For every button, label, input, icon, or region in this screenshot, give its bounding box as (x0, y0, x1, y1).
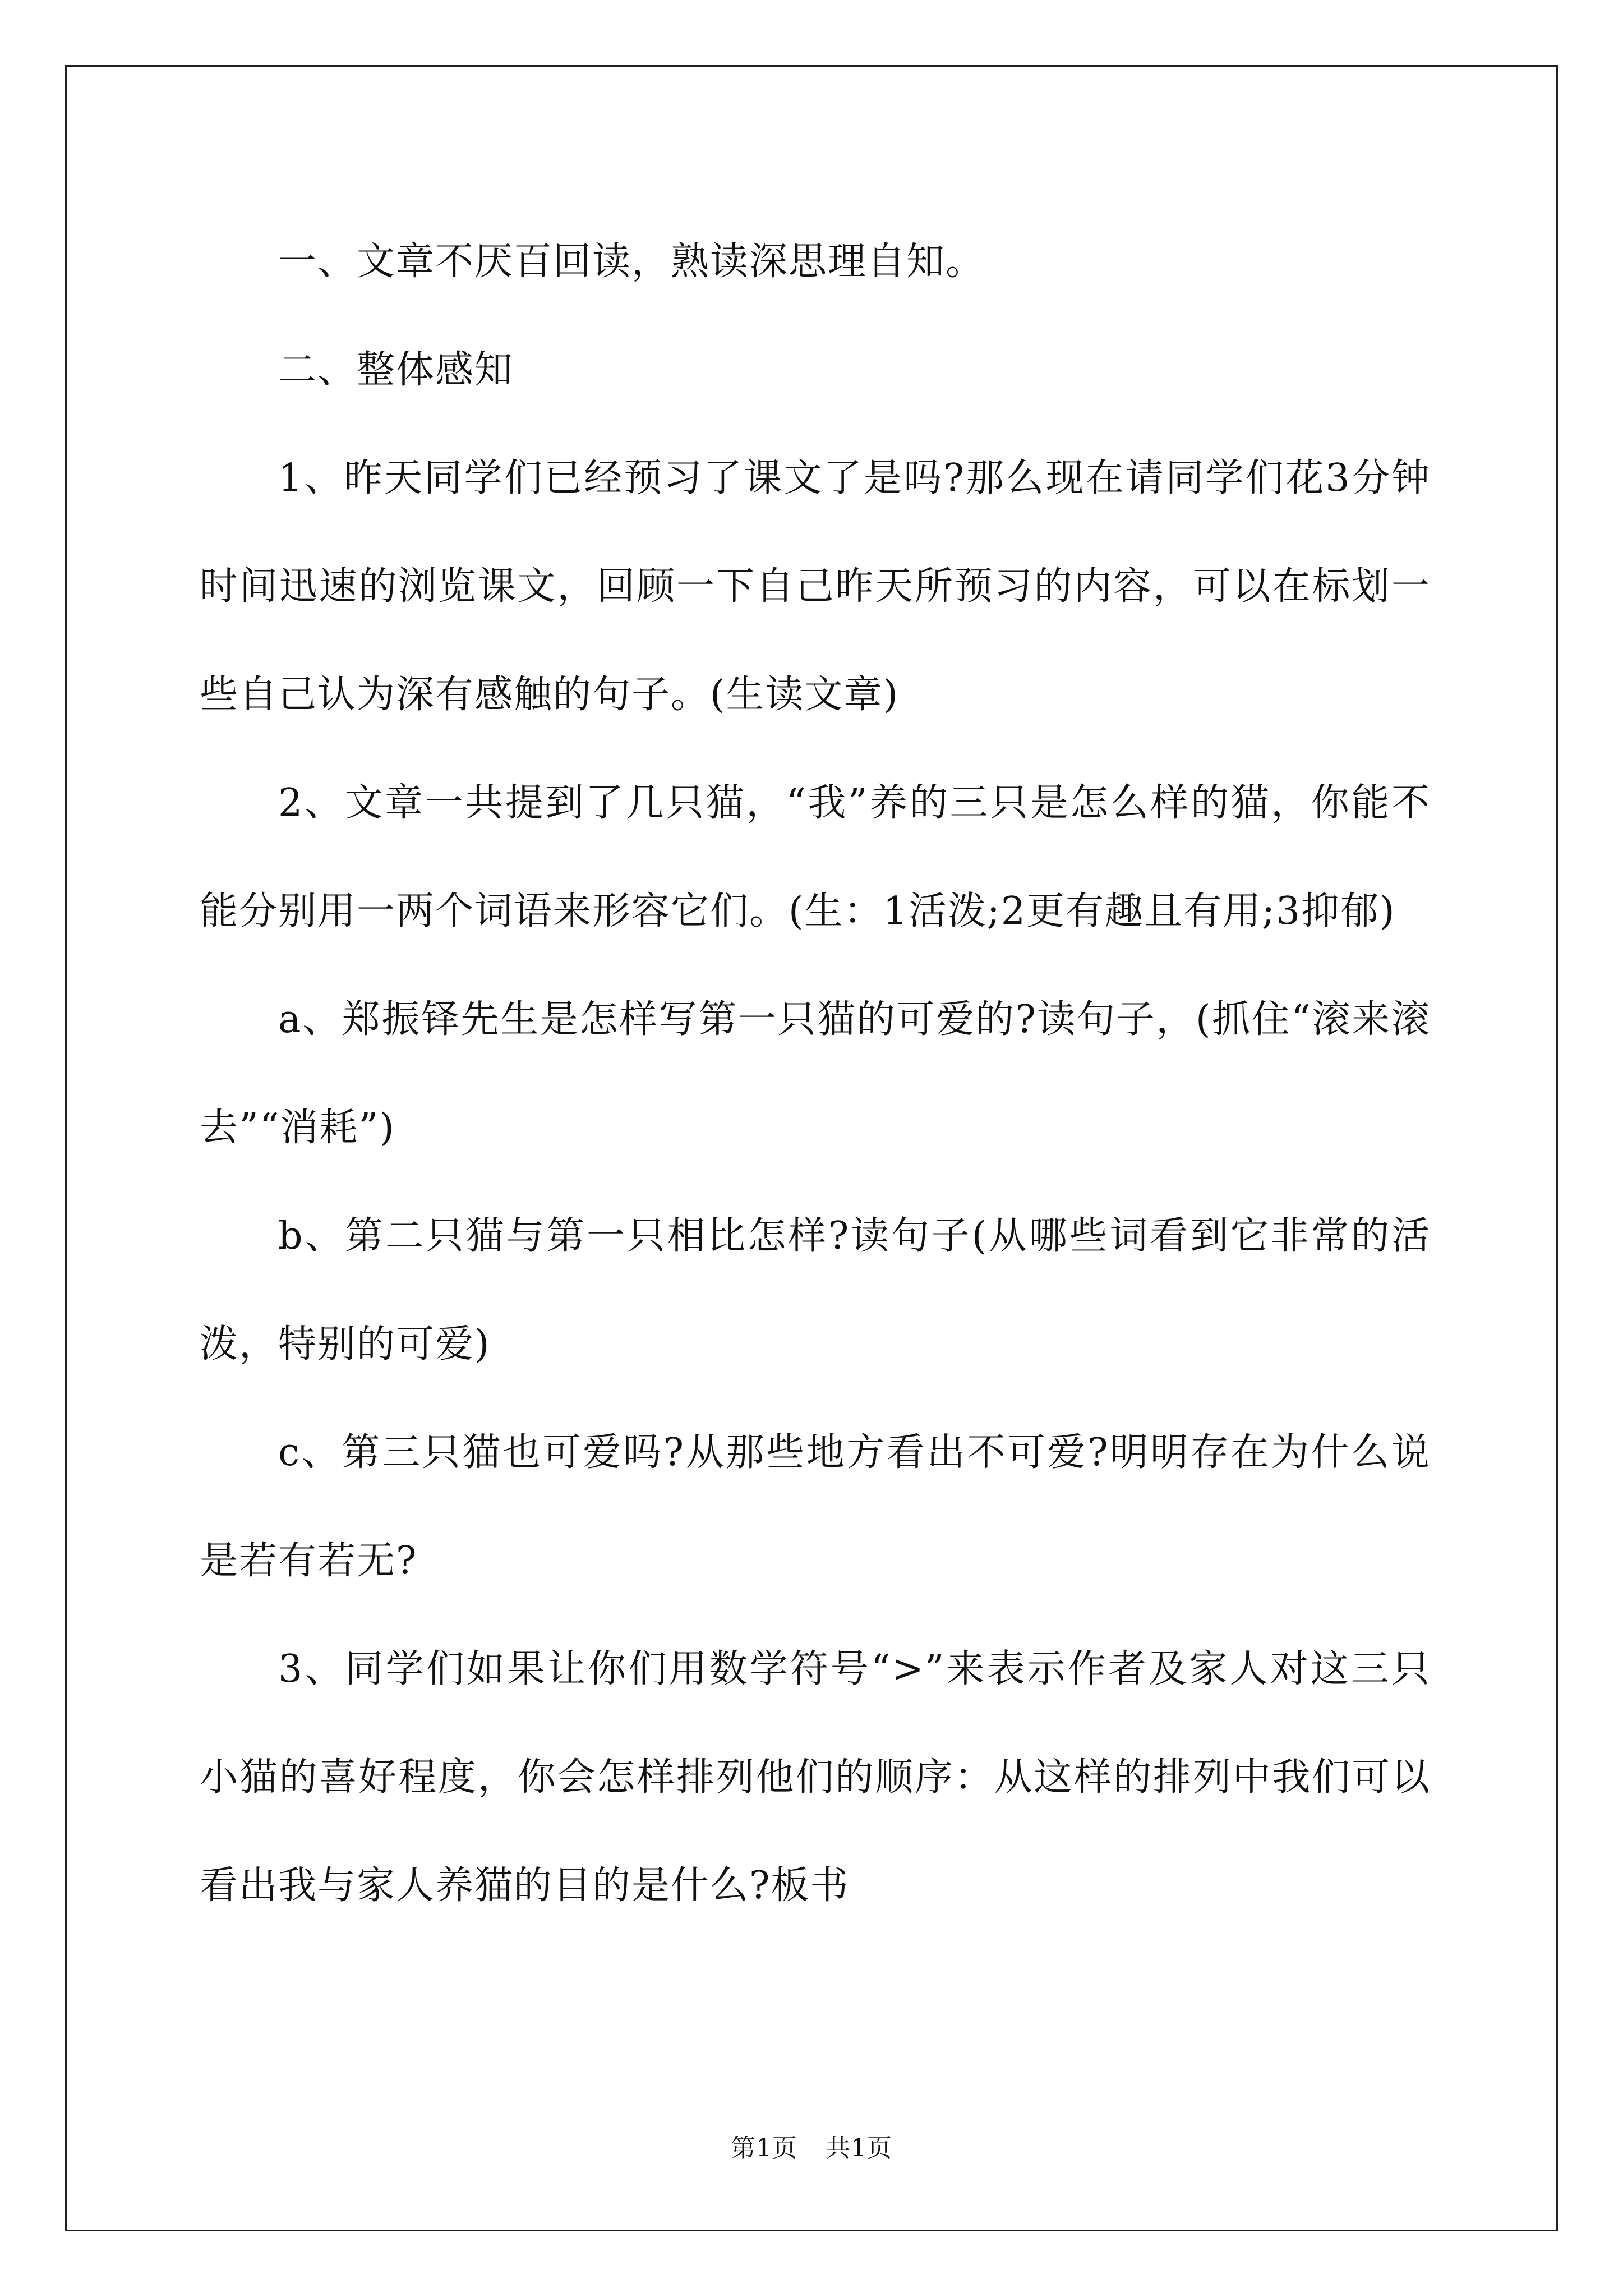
paragraph-6: b、第二只猫与第一只相比怎样?读句子(从哪些词看到它非常的活泼，特别的可爱) (200, 1214, 1431, 1366)
page-number-current: 第1页 (731, 2134, 797, 2162)
page-footer (0, 2132, 1623, 2165)
document-body (200, 208, 1431, 1940)
paragraph-2: 二、整体感知 (278, 348, 514, 392)
paragraph-3: 1、昨天同学们已经预习了课文了是吗?那么现在请同学们花3分钟时间迅速的浏览课文，回顾一下自己昨天所预习的内容，可以在标划一些自己认为深有感触的句子。(生读文章) (200, 456, 1431, 717)
paragraph-5: a、郑振铎先生是怎样写第一只猫的可爱的?读句子，(抓住“滚来滚去”“消耗”) (200, 997, 1431, 1150)
paragraph-7: c、第三只猫也可爱吗?从那些地方看出不可爱?明明存在为什么说是若有若无? (200, 1430, 1431, 1583)
paragraph-8: 3、同学们如果让你们用数学符号“>”来表示作者及家人对这三只小猫的喜好程度，你会怎样排列他们的顺序：从这样的排列中我们可以看出我与家人养猫的目的是什么?板书 (200, 1647, 1431, 1908)
paragraph-4: 2、文章一共提到了几只猫，“我”养的三只是怎么样的猫，你能不能分别用一两个词语来形容它们。(生：1活泼;2更有趣且有用;3抑郁) (200, 781, 1431, 933)
page-number-total: 共1页 (826, 2134, 892, 2162)
paragraph-1: 一、文章不厌百回读，熟读深思理自知。 (278, 240, 985, 284)
